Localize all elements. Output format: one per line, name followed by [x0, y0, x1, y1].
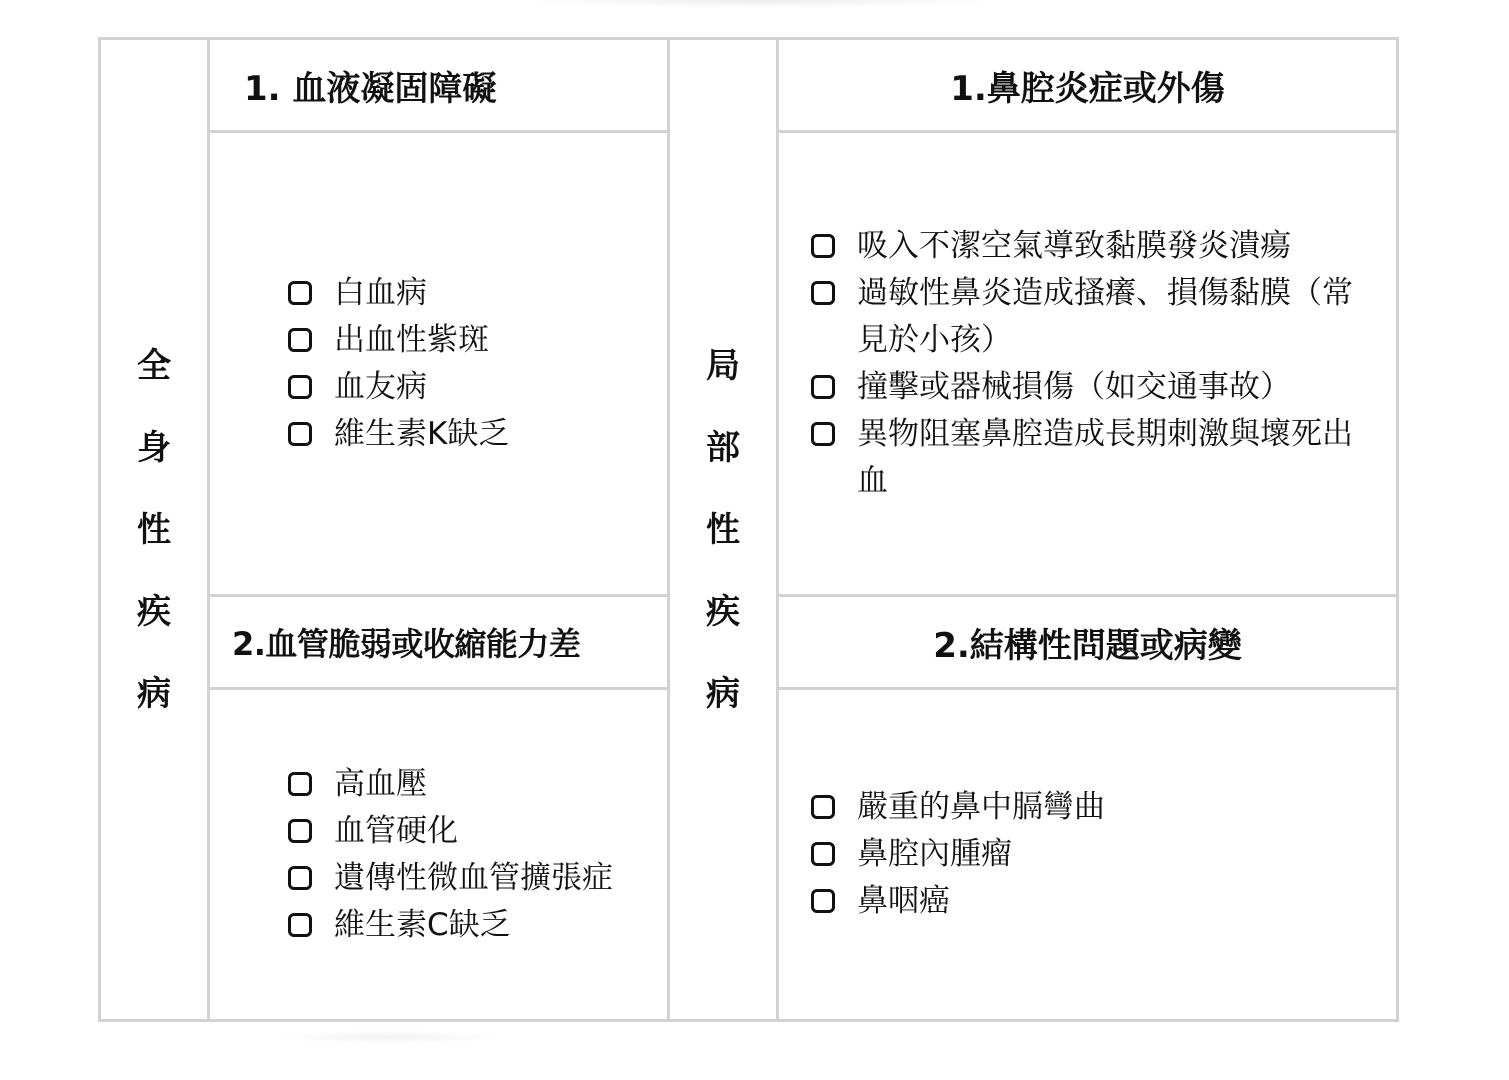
systemic-section-1-body [209, 132, 669, 596]
systemic-section-2-body [209, 689, 669, 1021]
list-item [288, 902, 667, 949]
systemic-section-2-title: 2.血管脆弱或收縮能力差 [209, 596, 669, 689]
list-item [811, 831, 1376, 878]
checkbox-icon[interactable] [288, 866, 312, 890]
local-section-1-title: 1.鼻腔炎症或外傷 [778, 39, 1398, 132]
local-section-2-list [779, 784, 1396, 925]
systemic-label-char: 全 [137, 345, 171, 386]
list-item [811, 270, 1376, 364]
list-item-text: 遺傳性微血管擴張症 [334, 859, 613, 896]
list-item-text: 維生素K缺乏 [334, 415, 510, 452]
checkbox-icon[interactable] [288, 328, 312, 352]
checkbox-icon[interactable] [288, 375, 312, 399]
local-label-char: 局 [706, 345, 740, 386]
systemic-section-2-list [210, 761, 667, 949]
systemic-label-char: 疾 [137, 591, 171, 632]
list-item-text: 撞擊或器械損傷（如交通事故） [857, 368, 1291, 405]
checkbox-icon[interactable] [811, 889, 835, 913]
list-item [811, 784, 1376, 831]
list-item [811, 223, 1376, 270]
list-item-text: 過敏性鼻炎造成搔癢、損傷黏膜（常見於小孩） [857, 274, 1353, 358]
systemic-label-char: 病 [137, 673, 171, 714]
checkbox-icon[interactable] [288, 281, 312, 305]
checkbox-icon[interactable] [811, 842, 835, 866]
local-label-char: 疾 [706, 591, 740, 632]
list-item-text: 維生素C缺乏 [334, 906, 511, 943]
list-item-text: 高血壓 [334, 765, 427, 802]
nosebleed-causes-table [98, 37, 1399, 1022]
list-item [288, 317, 667, 364]
top-shadow [520, 0, 1000, 8]
local-section-2-body [778, 689, 1398, 1021]
list-item-text: 吸入不潔空氣導致黏膜發炎潰瘍 [857, 227, 1291, 264]
local-disease-label [669, 39, 778, 1021]
checkbox-icon[interactable] [811, 234, 835, 258]
list-item-text: 嚴重的鼻中膈彎曲 [857, 789, 1105, 825]
systemic-section-1-list [210, 270, 667, 458]
checkbox-icon[interactable] [288, 913, 312, 937]
bottom-shadow [270, 1030, 510, 1044]
checkbox-icon[interactable] [811, 281, 835, 305]
systemic-label-char: 身 [137, 427, 171, 468]
list-item [811, 364, 1376, 411]
systemic-section-1-title: 1. 血液凝固障礙 [209, 39, 669, 132]
list-item [288, 270, 667, 317]
list-item-text: 鼻腔內腫瘤 [857, 836, 1012, 872]
list-item-text: 鼻咽癌 [857, 883, 950, 919]
local-section-1-body [778, 132, 1398, 596]
systemic-label-char: 性 [137, 509, 171, 550]
list-item-text: 出血性紫斑 [334, 321, 489, 358]
list-item-text: 血管硬化 [334, 812, 458, 849]
checkbox-icon[interactable] [811, 795, 835, 819]
checkbox-icon[interactable] [288, 422, 312, 446]
local-section-1-list [779, 223, 1396, 505]
list-item [811, 878, 1376, 925]
list-item [288, 364, 667, 411]
checkbox-icon[interactable] [288, 819, 312, 843]
systemic-disease-label [100, 39, 209, 1021]
local-section-2-title: 2.結構性問題或病變 [778, 596, 1398, 689]
list-item [811, 411, 1376, 505]
local-label-char: 部 [706, 427, 740, 468]
list-item [288, 808, 667, 855]
list-item-text: 血友病 [334, 368, 427, 405]
checkbox-icon[interactable] [288, 772, 312, 796]
local-label-char: 性 [706, 509, 740, 550]
list-item-text: 異物阻塞鼻腔造成長期刺激與壞死出血 [857, 415, 1353, 499]
list-item-text: 白血病 [334, 274, 427, 311]
list-item [288, 761, 667, 808]
checkbox-icon[interactable] [811, 375, 835, 399]
list-item [288, 855, 667, 902]
local-label-char: 病 [706, 673, 740, 714]
list-item [288, 411, 667, 458]
checkbox-icon[interactable] [811, 422, 835, 446]
